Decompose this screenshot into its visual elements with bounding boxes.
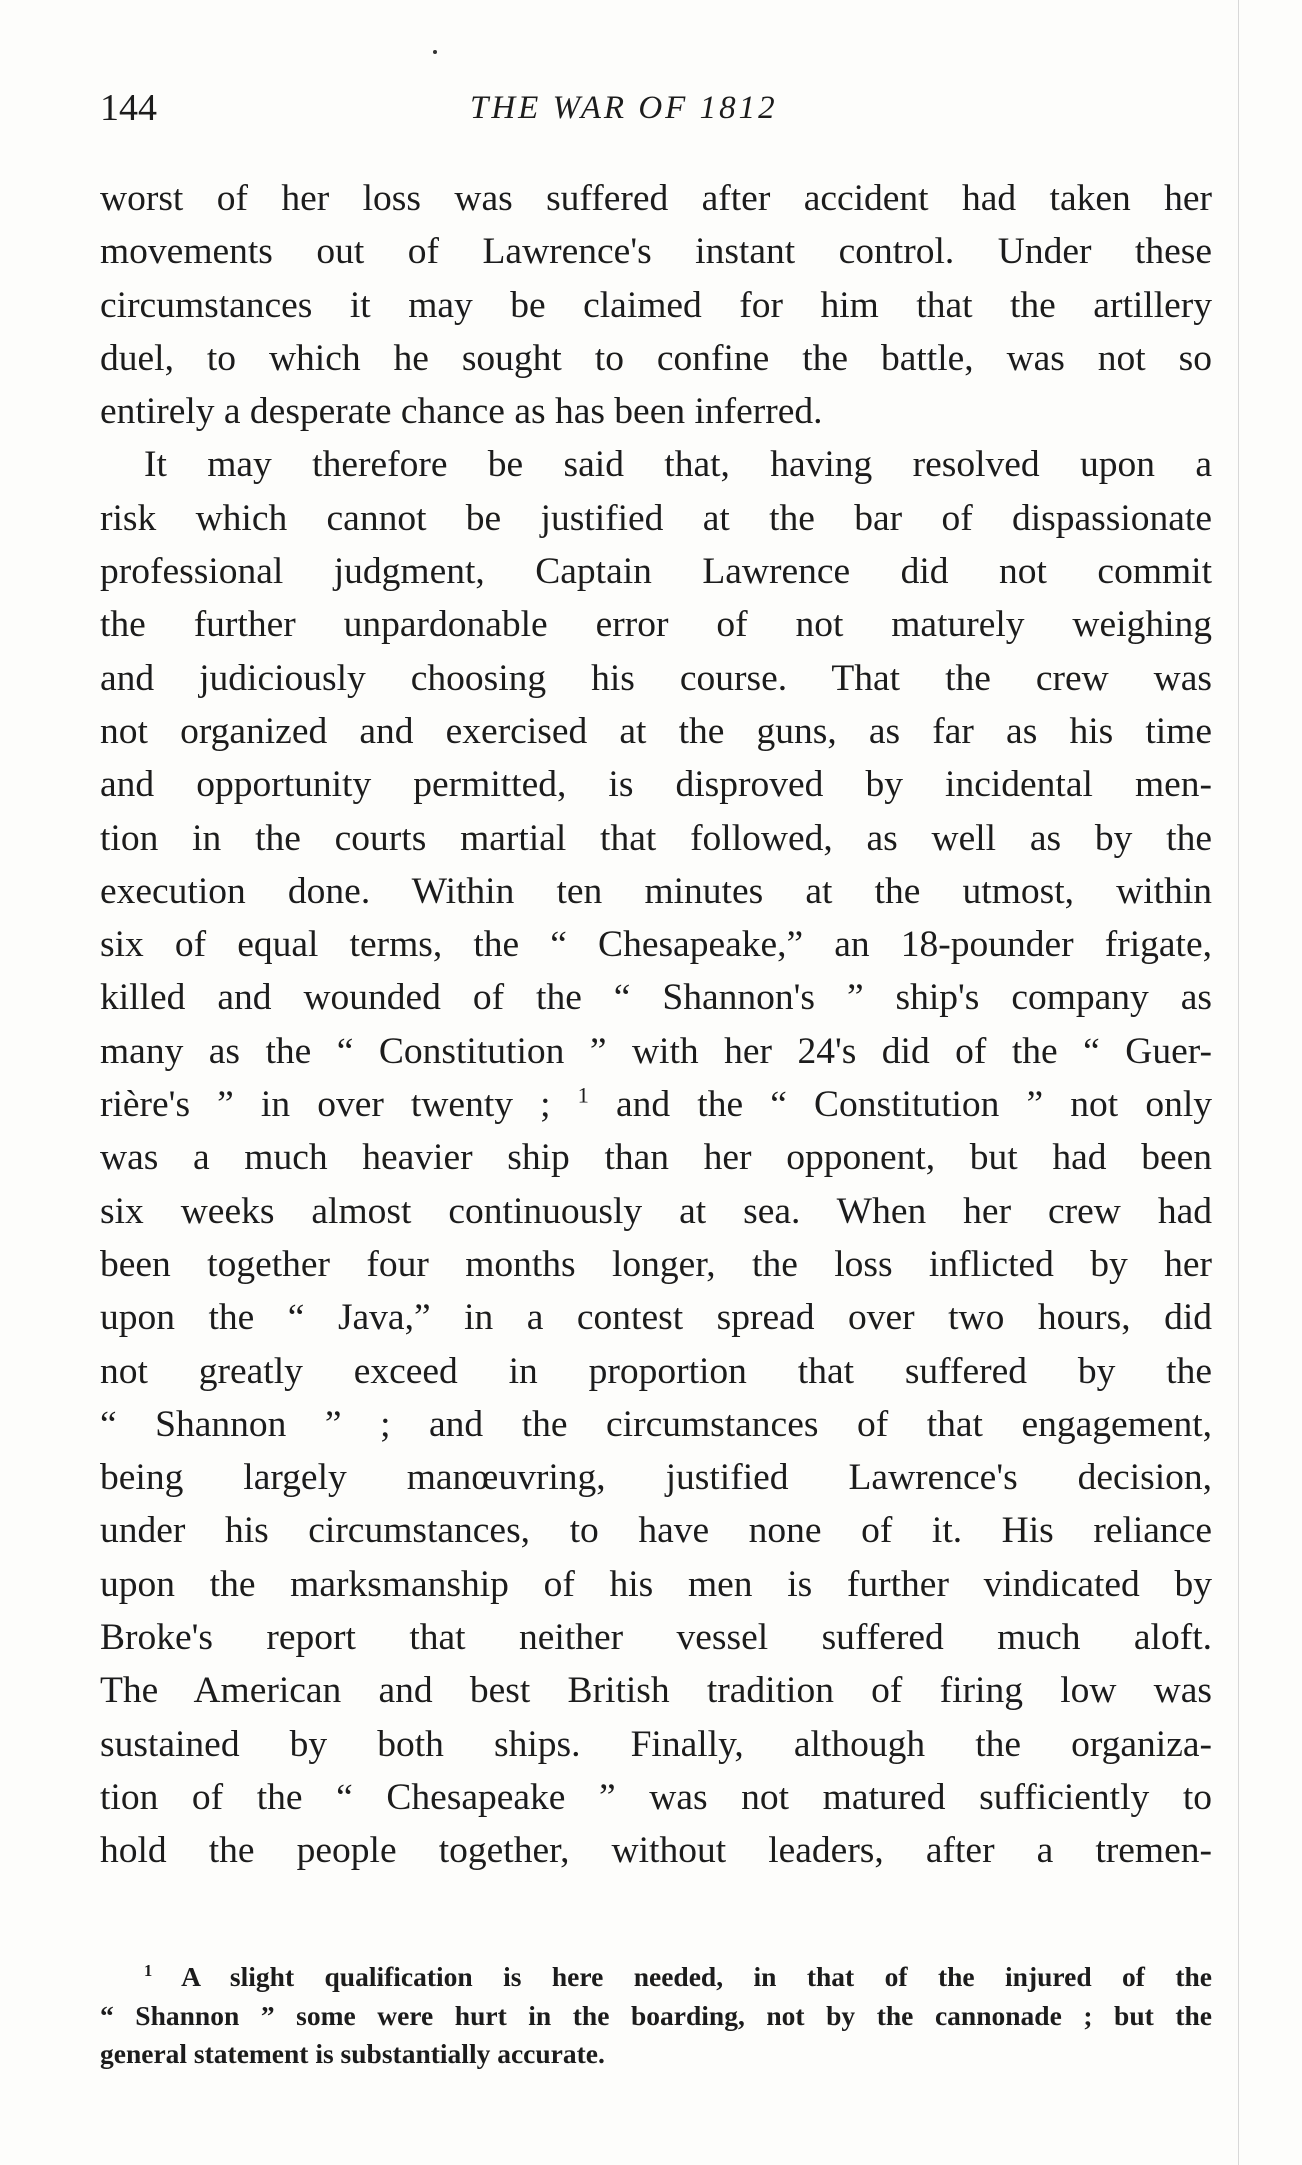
text-line: upon the “ Java,” in a contest spread over two hours, did	[100, 1297, 1212, 1339]
line-start: rière's ” in over twenty ;	[100, 1084, 551, 1126]
text-line: upon the marksmanship of his men is further vindicated by	[100, 1563, 1212, 1605]
text-line: not greatly exceed in proportion that suffered by the	[100, 1350, 1212, 1392]
footnote-reference: 1	[577, 1082, 589, 1108]
text-line: the further unpardonable error of not maturely weighing	[100, 604, 1212, 646]
text-line: many as the “ Constitution ” with her 24's did of the “ Guer-	[100, 1030, 1212, 1072]
text-line: six of equal terms, the “ Chesapeake,” an 18-pounder frigate,	[100, 924, 1212, 966]
text-line: movements out of Lawrence's instant control. Under these	[100, 231, 1212, 273]
footnote-line	[100, 1958, 1212, 1997]
text-line-with-footnote-ref	[100, 1078, 1212, 1131]
paragraph-start-line: It may therefore be said that, having resolved upon a	[144, 444, 1212, 486]
text-line: tion of the “ Chesapeake ” was not matured sufficiently to	[100, 1776, 1212, 1818]
page-number: 144	[100, 87, 157, 129]
text-line: killed and wounded of the “ Shannon's ” ship's company as	[100, 977, 1212, 1019]
text-line: duel, to which he sought to confine the battle, was not so	[100, 337, 1212, 379]
text-line: “ Shannon ” ; and the circumstances of that engagement,	[100, 1403, 1212, 1445]
footnote-line: “ Shannon ” some were hurt in the boarding, not by the cannonade ; but the	[100, 1999, 1212, 2031]
footnote-line: general statement is substantially accurate.	[100, 2038, 605, 2069]
text-line: being largely manœuvring, justified Lawrence's decision,	[100, 1457, 1212, 1499]
text-line: under his circumstances, to have none of it. His reliance	[100, 1510, 1212, 1552]
running-head	[100, 82, 1212, 134]
text-line: Broke's report that neither vessel suffered much aloft.	[100, 1617, 1212, 1659]
footnote-number: 1	[144, 1960, 153, 1980]
text-line: not organized and exercised at the guns, as far as his time	[100, 710, 1212, 752]
text-line: hold the people together, without leaders, after a tremen-	[100, 1830, 1212, 1872]
body-text	[100, 172, 1212, 1878]
text-line: circumstances it may be claimed for him that the artillery	[100, 284, 1212, 326]
page-edge-line	[1238, 0, 1239, 2165]
text-line: sustained by both ships. Finally, although the organiza-	[100, 1723, 1212, 1765]
footnote	[100, 1958, 1212, 2074]
text-line: execution done. Within ten minutes at the utmost, within	[100, 870, 1212, 912]
line-rest: and the “ Constitution ” not only	[616, 1084, 1212, 1126]
footnote-line-text: A slight qualification is here needed, in that of the injured of the	[181, 1961, 1212, 1992]
text-line: and opportunity permitted, is disproved by incidental men-	[100, 764, 1212, 806]
text-line: entirely a desperate chance as has been inferred.	[100, 391, 823, 433]
text-line: The American and best British tradition of firing low was	[100, 1670, 1212, 1712]
text-line: was a much heavier ship than her opponent, but had been	[100, 1137, 1212, 1179]
text-line: tion in the courts martial that followed, as well as by the	[100, 817, 1212, 859]
text-line: and judiciously choosing his course. That the crew was	[100, 657, 1212, 699]
text-line: been together four months longer, the loss inflicted by her	[100, 1243, 1212, 1285]
printer-dot	[433, 50, 437, 54]
text-line: professional judgment, Captain Lawrence did not commit	[100, 551, 1212, 593]
running-title: THE WAR OF 1812	[470, 90, 778, 126]
text-line: worst of her loss was suffered after accident had taken her	[100, 178, 1212, 219]
text-line: six weeks almost continuously at sea. When her crew had	[100, 1190, 1212, 1232]
text-line: risk which cannot be justified at the bar of dispassionate	[100, 497, 1212, 539]
